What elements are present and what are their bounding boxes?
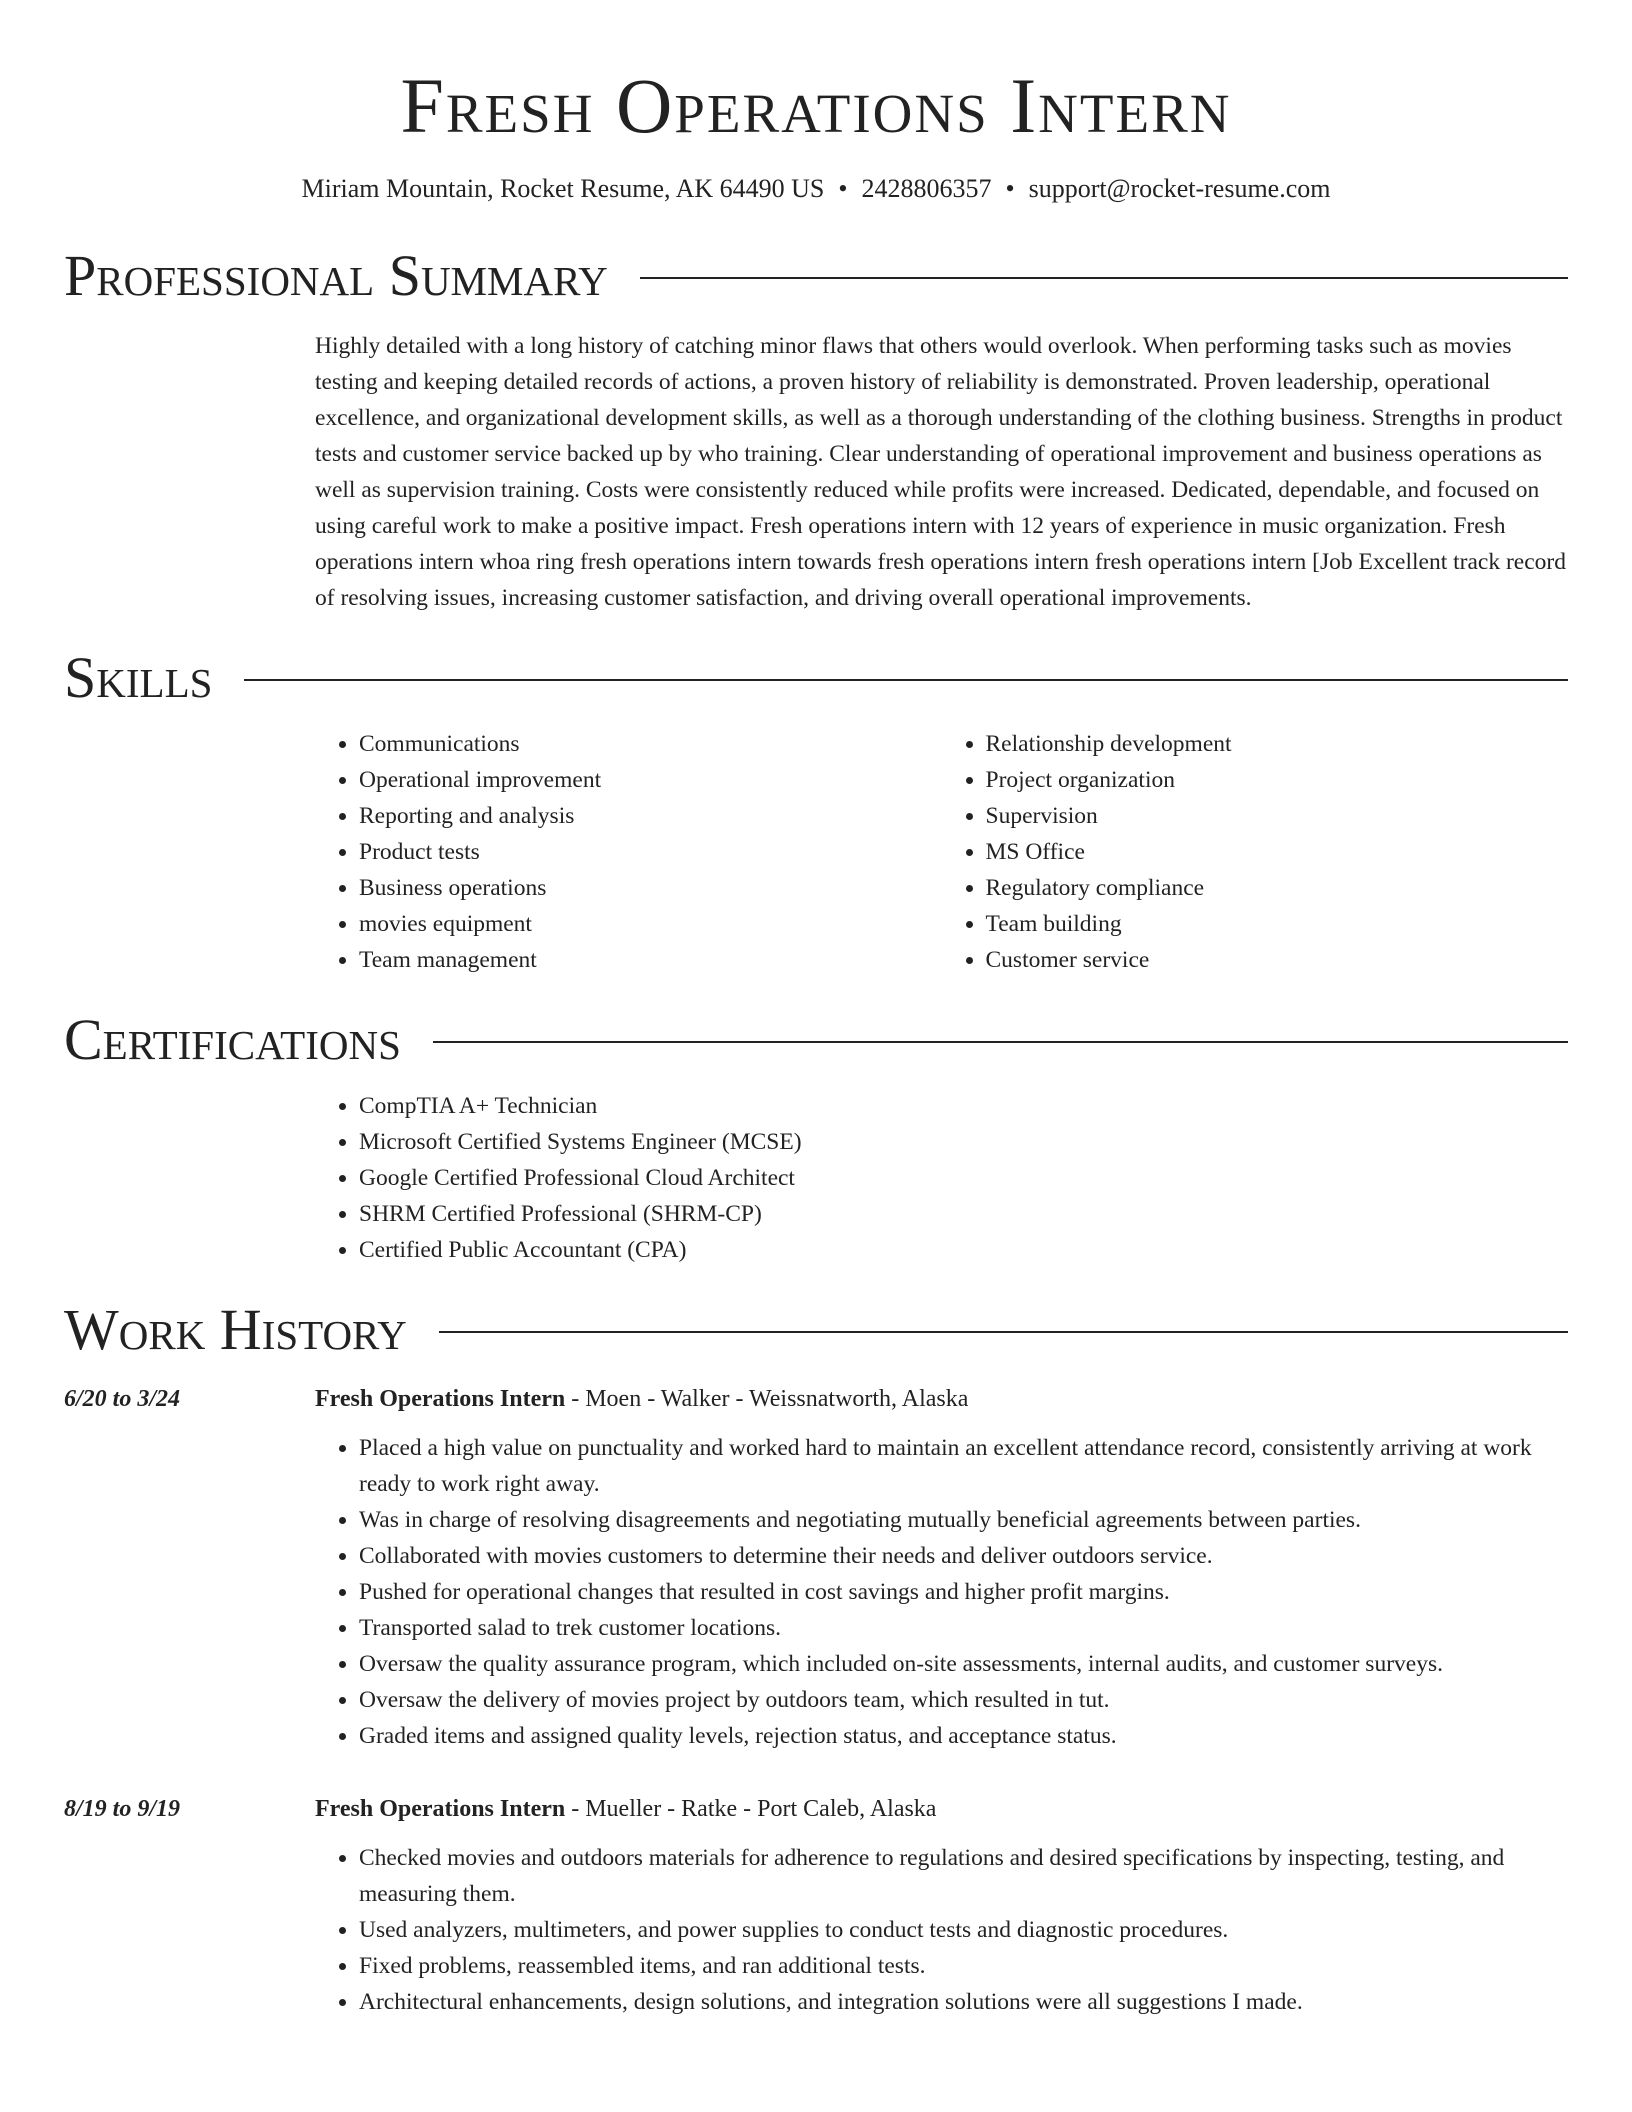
job-company: - Mueller - Ratke - Port Caleb, Alaska (565, 1796, 937, 1822)
section-divider (433, 1041, 1568, 1043)
skills-section-header (64, 646, 1568, 710)
skill-item: • Business operations (359, 870, 942, 906)
job-bullet: • Fixed problems, reassembled items, and ran additional tests. (359, 1948, 1568, 1984)
section-divider (244, 679, 1568, 681)
skills-list (315, 726, 1568, 978)
certification-item: • Google Certified Professional Cloud Architect (359, 1160, 1568, 1196)
skill-item: • movies equipment (359, 906, 942, 942)
skills-right-column (942, 726, 1569, 978)
skill-item: • Project organization (986, 762, 1569, 798)
summary-heading: Professional Summary (64, 243, 608, 308)
job-entry (64, 1382, 1568, 1754)
skills-left-column (315, 726, 942, 978)
job-bullet: • Oversaw the delivery of movies project by outdoors team, which resulted in tut. (359, 1682, 1568, 1718)
section-divider (640, 277, 1568, 279)
resume-page (64, 0, 1568, 2020)
job-title-line (315, 1382, 1568, 1416)
job-bullets (315, 1430, 1568, 1754)
contact-separator: • (1005, 174, 1015, 203)
job-company: - Moen - Walker - Weissnatworth, Alaska (565, 1386, 969, 1412)
candidate-name: Fresh Operations Intern (400, 62, 1232, 149)
skill-item: • Reporting and analysis (359, 798, 942, 834)
job-title-line (315, 1792, 1568, 1826)
contact-address: Miriam Mountain, Rocket Resume, AK 64490 US (301, 174, 825, 203)
skill-item: • Product tests (359, 834, 942, 870)
job-bullet: • Transported salad to trek customer locations. (359, 1610, 1568, 1646)
job-bullet: • Architectural enhancements, design solutions, and integration solutions were all suggestions I made. (359, 1984, 1568, 2020)
certification-item: • Certified Public Accountant (CPA) (359, 1232, 1568, 1268)
work-history-heading: Work History (64, 1297, 407, 1362)
contact-line (64, 172, 1568, 206)
certification-item: • SHRM Certified Professional (SHRM-CP) (359, 1196, 1568, 1232)
skill-item: • MS Office (986, 834, 1569, 870)
certifications-list (315, 1088, 1568, 1268)
work-history-section-header (64, 1298, 1568, 1362)
skill-item: • Team building (986, 906, 1569, 942)
skill-item: • Relationship development (986, 726, 1569, 762)
job-detail (315, 1792, 1568, 2020)
job-bullet: • Placed a high value on punctuality and worked hard to maintain an excellent attendance record, consistently arriving at work ready to work right away. (359, 1430, 1568, 1502)
job-entry (64, 1792, 1568, 2020)
job-dates: 6/20 to 3/24 (64, 1386, 181, 1412)
job-bullet: • Pushed for operational changes that resulted in cost savings and higher profit margins. (359, 1574, 1568, 1610)
section-divider (439, 1331, 1568, 1333)
skill-item: • Operational improvement (359, 762, 942, 798)
certifications-heading: Certifications (64, 1007, 401, 1072)
contact-phone: 2428806357 (861, 174, 992, 203)
skills-heading: Skills (64, 645, 213, 710)
job-role: Fresh Operations Intern (315, 1386, 566, 1412)
job-role: Fresh Operations Intern (315, 1796, 566, 1822)
contact-separator: • (838, 174, 848, 203)
job-bullet: • Graded items and assigned quality levels, rejection status, and acceptance status. (359, 1718, 1568, 1754)
summary-text: Highly detailed with a long history of catching minor flaws that others would overlook. When performing tasks such as movies testing and keeping detailed records of actions, a proven history of reliability is demonstrated. Proven leadership, operational excellence, and organizational development skills, as well as a thorough understanding of the clothing business. Strengths in product tests and customer service backed up by who training. Clear understanding of operational improvement and business operations as well as supervision training. Costs were consistently reduced while profits were increased. Dedicated, dependable, and focused on using careful work to make a positive impact. Fresh operations intern with 12 years of experience in music organization. Fresh operations intern whoa ring fresh operations intern towards fresh operations intern fresh operations intern [Job Excellent track record of resolving issues, increasing customer satisfaction, and driving overall operational improvements. (315, 333, 1566, 611)
contact-email[interactable]: support@rocket-resume.com (1028, 174, 1331, 203)
job-bullet: • Checked movies and outdoors materials for adherence to regulations and desired specifications by inspecting, testing, and measuring them. (359, 1840, 1568, 1912)
job-bullet: • Was in charge of resolving disagreements and negotiating mutually beneficial agreements between parties. (359, 1502, 1568, 1538)
job-bullet: • Collaborated with movies customers to determine their needs and deliver outdoors service. (359, 1538, 1568, 1574)
skill-item: • Supervision (986, 798, 1569, 834)
job-bullets (315, 1840, 1568, 2020)
skill-item: • Customer service (986, 942, 1569, 978)
skill-item: • Team management (359, 942, 942, 978)
certification-item: • Microsoft Certified Systems Engineer (MCSE) (359, 1124, 1568, 1160)
job-dates: 8/19 to 9/19 (64, 1796, 181, 1822)
job-bullet: • Used analyzers, multimeters, and power supplies to conduct tests and diagnostic procedures. (359, 1912, 1568, 1948)
job-bullet: • Oversaw the quality assurance program, which included on-site assessments, internal audits, and customer surveys. (359, 1646, 1568, 1682)
skill-item: • Communications (359, 726, 942, 762)
certifications-section-header (64, 1008, 1568, 1072)
job-detail (315, 1382, 1568, 1754)
certification-item: • CompTIA A+ Technician (359, 1088, 1568, 1124)
summary-section-header (64, 244, 1568, 308)
skill-item: • Regulatory compliance (986, 870, 1569, 906)
